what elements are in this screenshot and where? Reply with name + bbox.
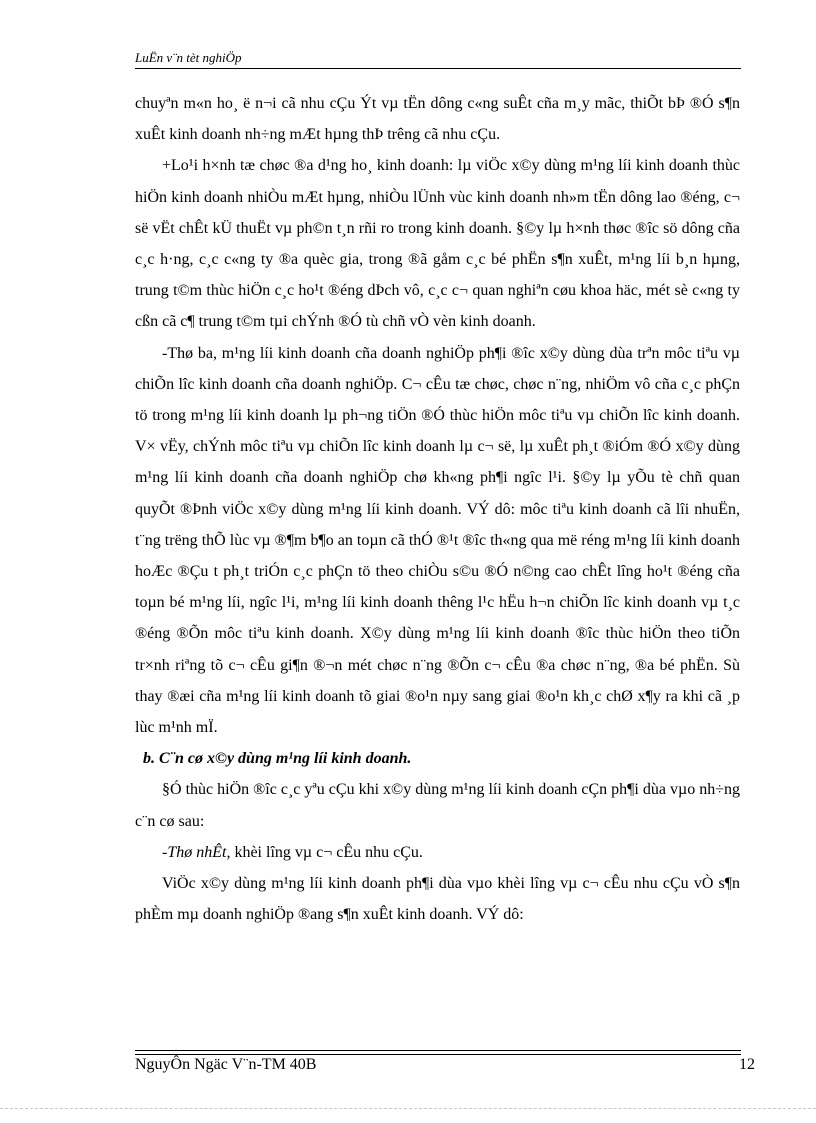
running-header: LuËn v¨n tèt nghiÖp [135, 50, 242, 65]
paragraph-6: ViÖc x©y dùng m¹ng líi kinh doanh ph¶i dùa vµo khèi lîng vµ c¬ cÊu nhu cÇu vÒ s¶n phÈm mµ doanh nghiÖp ®ang s¶n xuÊt kinh doanh. VÝ dô: [135, 875, 740, 924]
section-heading-b: b. C¨n cø x©y dùng m¹ng líi kinh doanh. [143, 750, 412, 768]
page-edge-divider [0, 1108, 816, 1109]
paragraph-5-lead: -Thø nhÊt, [162, 843, 231, 861]
paragraph-5-text: khèi lîng vµ c¬ cÊu nhu cÇu. [230, 843, 423, 861]
paragraph-1: chuyªn m«n ho¸ ë n¬i cã nhu cÇu Ýt vµ tËn dông c«ng suÊt cña m¸y mãc, thiÕt bÞ ®Ó s¶n xuÊt kinh doanh nh÷ng mÆt hµng thÞ trêng cã nhu cÇu. [135, 95, 740, 144]
footer-author: NguyÔn Ngäc V¨n-TM 40B [135, 1056, 317, 1073]
paragraph-2: +Lo¹i h×nh tæ chøc ®a d¹ng ho¸ kinh doanh: lµ viÖc x©y dùng m¹ng líi kinh doanh thùc hiÖn kinh doanh nhiÒu mÆt hµng, nhiÒu lÜnh vùc kinh doanh nh»m tËn dông lao ®éng, c¬ së vËt chÊt kÜ thuËt vµ ph©n t¸n rñi ro trong kinh doanh. §©y lµ h×nh thøc ®îc sö dông cña c¸c h·ng, c¸c c«ng ty ®a quèc gia, trong ®ã gåm c¸c bé phËn s¶n xuÊt, m¹ng líi b¸n hµng, trung t©m thùc hiÖn c¸c ho¹t ®éng dÞch vô, c¸c c¬ quan nghiªn cøu khoa häc, mét sè c«ng ty cßn cã c¶ trung t©m tµi chÝnh ®Ó tù chñ vÒ vèn kinh doanh. [135, 157, 740, 331]
paragraph-5 [135, 837, 740, 868]
footer-rule-bottom [135, 1054, 741, 1055]
page-body [135, 88, 740, 930]
paragraph-4: §Ó thùc hiÖn ®îc c¸c yªu cÇu khi x©y dùng m¹ng líi kinh doanh cÇn ph¶i dùa vµo nh÷ng c¨n cø sau: [135, 781, 740, 830]
page-number: 12 [739, 1056, 755, 1073]
footer-rule-top [135, 1050, 741, 1051]
header-rule [135, 68, 741, 69]
paragraph-3: -Thø ba, m¹ng líi kinh doanh cña doanh nghiÖp ph¶i ®îc x©y dùng dùa trªn môc tiªu vµ chiÕn lîc kinh doanh cña doanh nghiÖp. C¬ cÊu tæ chøc, chøc n¨ng, nhiÖm vô cña c¸c phÇn tö trong m¹ng líi kinh doanh lµ ph¬ng tiÖn ®Ó thùc hiÖn môc tiªu vµ chiÕn lîc kinh doanh. V× vËy, chÝnh môc tiªu vµ chiÕn lîc kinh doanh lµ c¬ së, lµ xuÊt ph¸t ®iÓm ®Ó x©y dùng m¹ng líi kinh doanh cña doanh nghiÖp chø kh«ng ph¶i ngîc l¹i. §©y lµ yÕu tè chñ quan quyÕt ®Þnh viÖc x©y dùng m¹ng líi kinh doanh. VÝ dô: môc tiªu kinh doanh cã lîi nhuËn, t¨ng trëng thÕ lùc vµ ®¶m b¶o an toµn cã thÓ ®¹t ®îc th«ng qua më réng m¹ng líi kinh doanh hoÆc ®Çu t ph¸t triÓn c¸c phÇn tö theo chiÒu s©u ®Ó n©ng cao chÊt lîng ho¹t ®éng cña toµn bé m¹ng líi, ngîc l¹i, m¹ng líi kinh doanh thêng l¹c hËu h¬n chiÕn lîc kinh doanh vµ t¸c ®éng ®Õn môc tiªu kinh doanh. X©y dùng m¹ng líi kinh doanh ®îc thùc hiÖn theo tiÕn tr×nh riªng tõ c¬ cÊu gi¶n ®¬n mét chøc n¨ng ®Õn c¬ cÊu ®a chøc n¨ng, ®a bé phËn. Sù thay ®æi cña m¹ng líi kinh doanh tõ giai ®o¹n nµy sang giai ®o¹n kh¸c chØ x¶y ra khi cã ¸p lùc m¹nh mÏ. [135, 344, 740, 737]
